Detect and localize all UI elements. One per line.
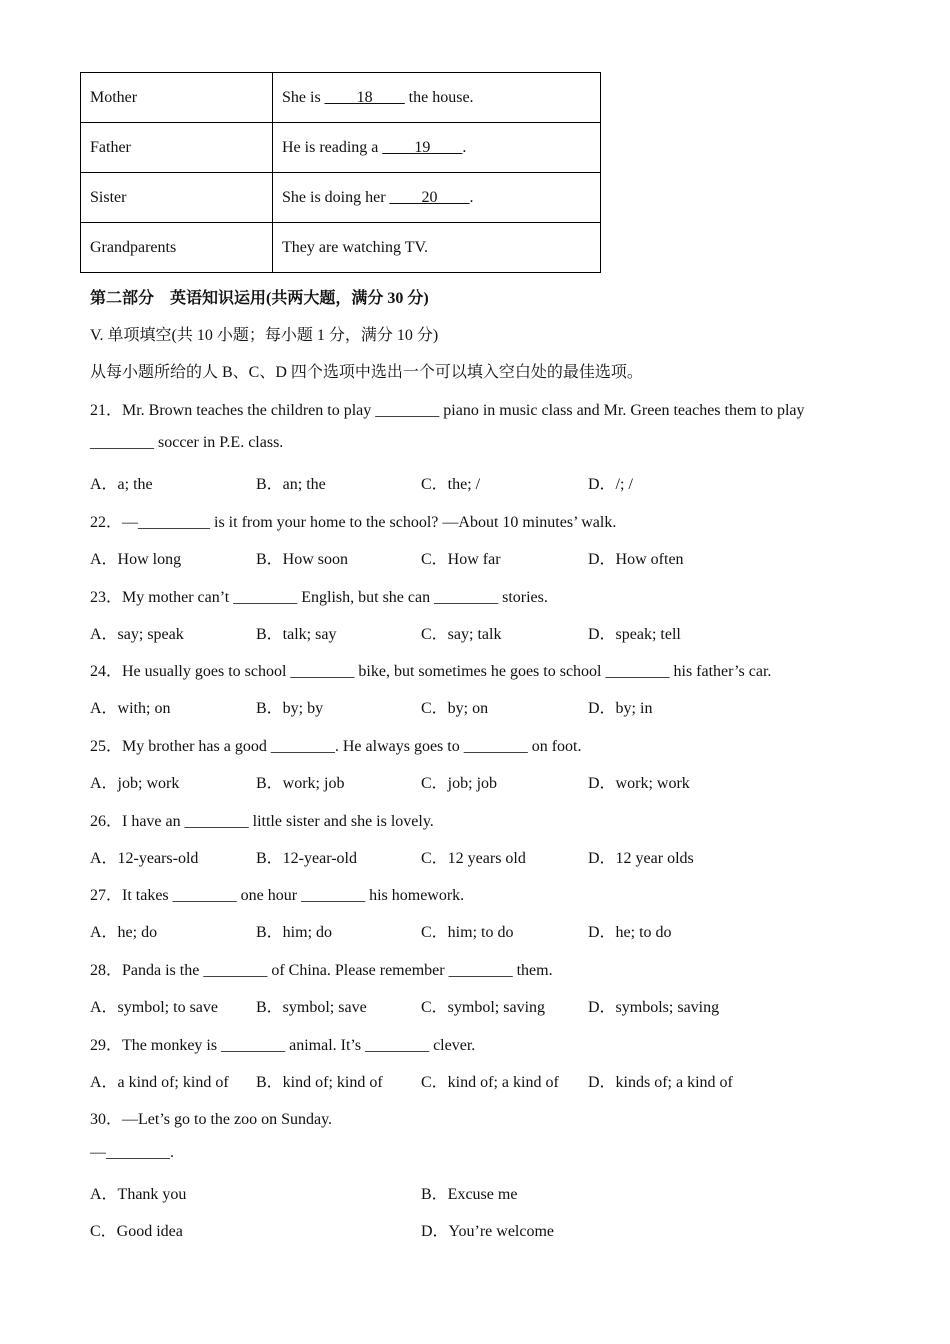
person-cell: Grandparents [81, 223, 273, 273]
blank-20: ____20____ [389, 188, 470, 206]
option-b: B．Excuse me [421, 1186, 518, 1203]
table-row [81, 173, 601, 223]
option-a: A．symbol; to save [90, 999, 218, 1016]
section-title: V. 单项填空(共 10 小题；每小题 1 分，满分 10 分) [90, 327, 439, 344]
option-a: A．How long [90, 551, 182, 568]
option-a: A．a; the [90, 476, 153, 493]
option-b: B．kind of; kind of [256, 1074, 383, 1091]
question-stem: 28．Panda is the ________ of China. Please remember ________ them. [90, 962, 553, 979]
person-cell: Mother [81, 73, 273, 123]
option-d: D．he; to do [588, 924, 672, 941]
option-b: B．12-year-old [256, 850, 357, 867]
option-c: C．Good idea [90, 1223, 183, 1240]
option-a: A．Thank you [90, 1186, 187, 1203]
option-c: C．How far [421, 551, 501, 568]
option-d: D．speak; tell [588, 626, 681, 643]
question-stem: 22．—_________ is it from your home to the school? —About 10 minutes’ walk. [90, 514, 617, 531]
option-d: D．symbols; saving [588, 999, 720, 1016]
option-b: B．work; job [256, 775, 345, 792]
blank-19: ____19____ [382, 138, 463, 156]
option-b: B．him; do [256, 924, 333, 941]
option-a: A．job; work [90, 775, 180, 792]
table-row [81, 123, 601, 173]
part-title: 第二部分 英语知识运用(共两大题，满分 30 分) [90, 290, 429, 307]
option-c: C．say; talk [421, 626, 502, 643]
option-b: B．an; the [256, 476, 326, 493]
question-stem: 21．Mr. Brown teaches the children to play ________ piano in music class and Mr. Green teaches them to play [90, 402, 805, 419]
option-a: A．a kind of; kind of [90, 1074, 229, 1091]
option-d: D．work; work [588, 775, 690, 792]
activity-cell: He is reading a ____19____. [273, 123, 601, 173]
activity-cell: She is ____18____ the house. [273, 73, 601, 123]
question-stem: 24．He usually goes to school ________ bike, but sometimes he goes to school ________ his father’s car. [90, 663, 772, 680]
question-stem: 29．The monkey is ________ animal. It’s ________ clever. [90, 1037, 476, 1054]
table-row [81, 223, 601, 273]
table-row [81, 73, 601, 123]
option-c: C．symbol; saving [421, 999, 546, 1016]
question-stem: 27．It takes ________ one hour ________ his homework. [90, 887, 465, 904]
option-c: C．him; to do [421, 924, 514, 941]
question-stem: 23．My mother can’t ________ English, but she can ________ stories. [90, 589, 548, 606]
option-b: B．by; by [256, 700, 324, 717]
option-b: B．How soon [256, 551, 349, 568]
option-d: D．by; in [588, 700, 653, 717]
question-stem: ________ soccer in P.E. class. [90, 434, 284, 451]
option-c: C．job; job [421, 775, 498, 792]
instruction: 从每小题所给的人 B、C、D 四个选项中选出一个可以填入空白处的最佳选项。 [90, 364, 643, 381]
option-d: D．/; / [588, 476, 633, 493]
option-d: D．You’re welcome [421, 1223, 555, 1240]
family-activity-table [80, 72, 601, 273]
activity-cell: She is doing her ____20____. [273, 173, 601, 223]
option-a: A．say; speak [90, 626, 184, 643]
option-b: B．symbol; save [256, 999, 367, 1016]
option-d: D．kinds of; a kind of [588, 1074, 733, 1091]
option-b: B．talk; say [256, 626, 337, 643]
person-cell: Father [81, 123, 273, 173]
blank-18: ____18____ [324, 88, 405, 106]
option-a: A．he; do [90, 924, 158, 941]
activity-cell: They are watching TV. [273, 223, 601, 273]
option-c: C．12 years old [421, 850, 526, 867]
option-c: C．by; on [421, 700, 489, 717]
person-cell: Sister [81, 173, 273, 223]
option-d: D．How often [588, 551, 684, 568]
option-a: A．with; on [90, 700, 171, 717]
option-d: D．12 year olds [588, 850, 694, 867]
option-a: A．12-years-old [90, 850, 199, 867]
question-stem: 30．—Let’s go to the zoo on Sunday. [90, 1111, 333, 1128]
question-stem: —________. [90, 1144, 174, 1161]
option-c: C．kind of; a kind of [421, 1074, 559, 1091]
question-stem: 26．I have an ________ little sister and she is lovely. [90, 813, 434, 830]
question-stem: 25．My brother has a good ________. He always goes to ________ on foot. [90, 738, 582, 755]
option-c: C．the; / [421, 476, 481, 493]
